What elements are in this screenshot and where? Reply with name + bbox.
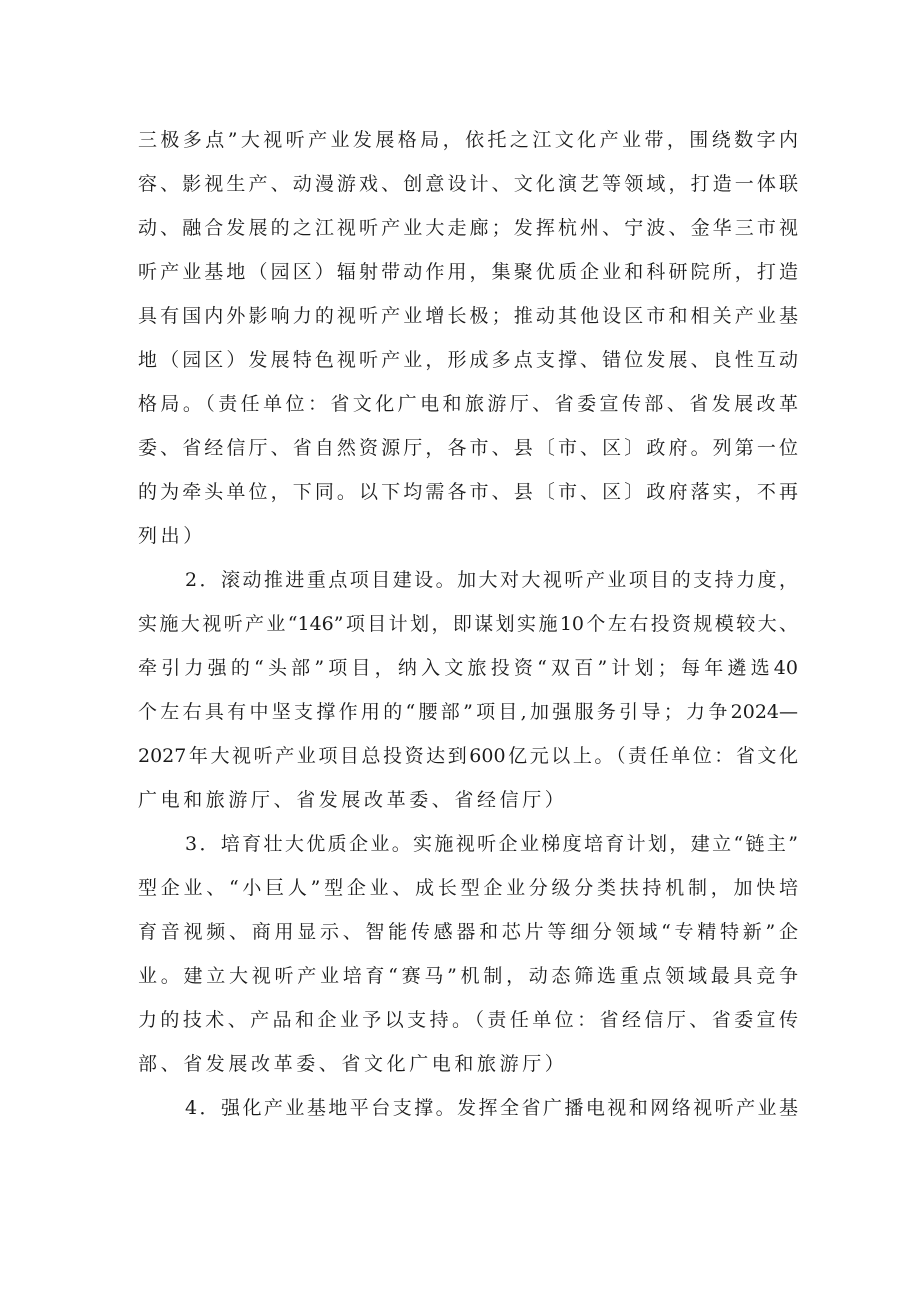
text-line: 型企业、“小巨人”型企业、成长型企业分级分类扶持机制，加快培 — [138, 877, 798, 899]
text-line: 部、省发展改革委、省文化广电和旅游厅） — [138, 1053, 568, 1075]
text-line: 委、省经信厅、省自然资源厅，各市、县〔市、区〕政府。列第一位 — [138, 437, 798, 459]
text-line: 育音视频、商用显示、智能传感器和芯片等细分领域“专精特新”企 — [138, 921, 798, 943]
text-line: 2027年大视听产业项目总投资达到600亿元以上。（责任单位：省文化 — [138, 745, 798, 767]
text-line: 列出） — [138, 525, 206, 547]
text-line: 牵引力强的“头部”项目，纳入文旅投资“双百”计划；每年遴选40 — [138, 657, 798, 679]
text-line: 业。建立大视听产业培育“赛马”机制，动态筛选重点领域最具竞争 — [138, 965, 798, 987]
text-line: 三极多点”大视听产业发展格局，依托之江文化产业带，围绕数字内 — [138, 129, 798, 151]
text-line: 动、融合发展的之江视听产业大走廊；发挥杭州、宁波、金华三市视 — [138, 217, 798, 239]
text-line: 格局。（责任单位：省文化广电和旅游厅、省委宣传部、省发展改革 — [138, 393, 798, 415]
text-line: 具有国内外影响力的视听产业增长极；推动其他设区市和相关产业基 — [138, 305, 798, 327]
text-line: 广电和旅游厅、省发展改革委、省经信厅） — [138, 789, 568, 811]
text-line: 力的技术、产品和企业予以支持。（责任单位：省经信厅、省委宣传 — [138, 1009, 798, 1031]
text-line: 实施大视听产业“146”项目计划，即谋划实施10个左右投资规模较大、 — [138, 613, 798, 635]
text-line: 的为牵头单位，下同。以下均需各市、县〔市、区〕政府落实，不再 — [138, 481, 798, 503]
text-line: 地（园区）发展特色视听产业，形成多点支撑、错位发展、良性互动 — [138, 349, 798, 371]
paragraph-3-heading-line: 3．培育壮大优质企业。实施视听企业梯度培育计划，建立“链主” — [185, 833, 798, 855]
paragraph-2-heading-line: 2．滚动推进重点项目建设。加大对大视听产业项目的支持力度， — [185, 569, 798, 591]
text-line: 听产业基地（园区）辐射带动作用，集聚优质企业和科研院所，打造 — [138, 261, 798, 283]
paragraph-4-heading-line: 4．强化产业基地平台支撑。发挥全省广播电视和网络视听产业基 — [185, 1097, 798, 1119]
text-line: 个左右具有中坚支撑作用的“腰部”项目,加强服务引导；力争2024— — [138, 701, 798, 723]
text-line: 容、影视生产、动漫游戏、创意设计、文化演艺等领域，打造一体联 — [138, 173, 798, 195]
